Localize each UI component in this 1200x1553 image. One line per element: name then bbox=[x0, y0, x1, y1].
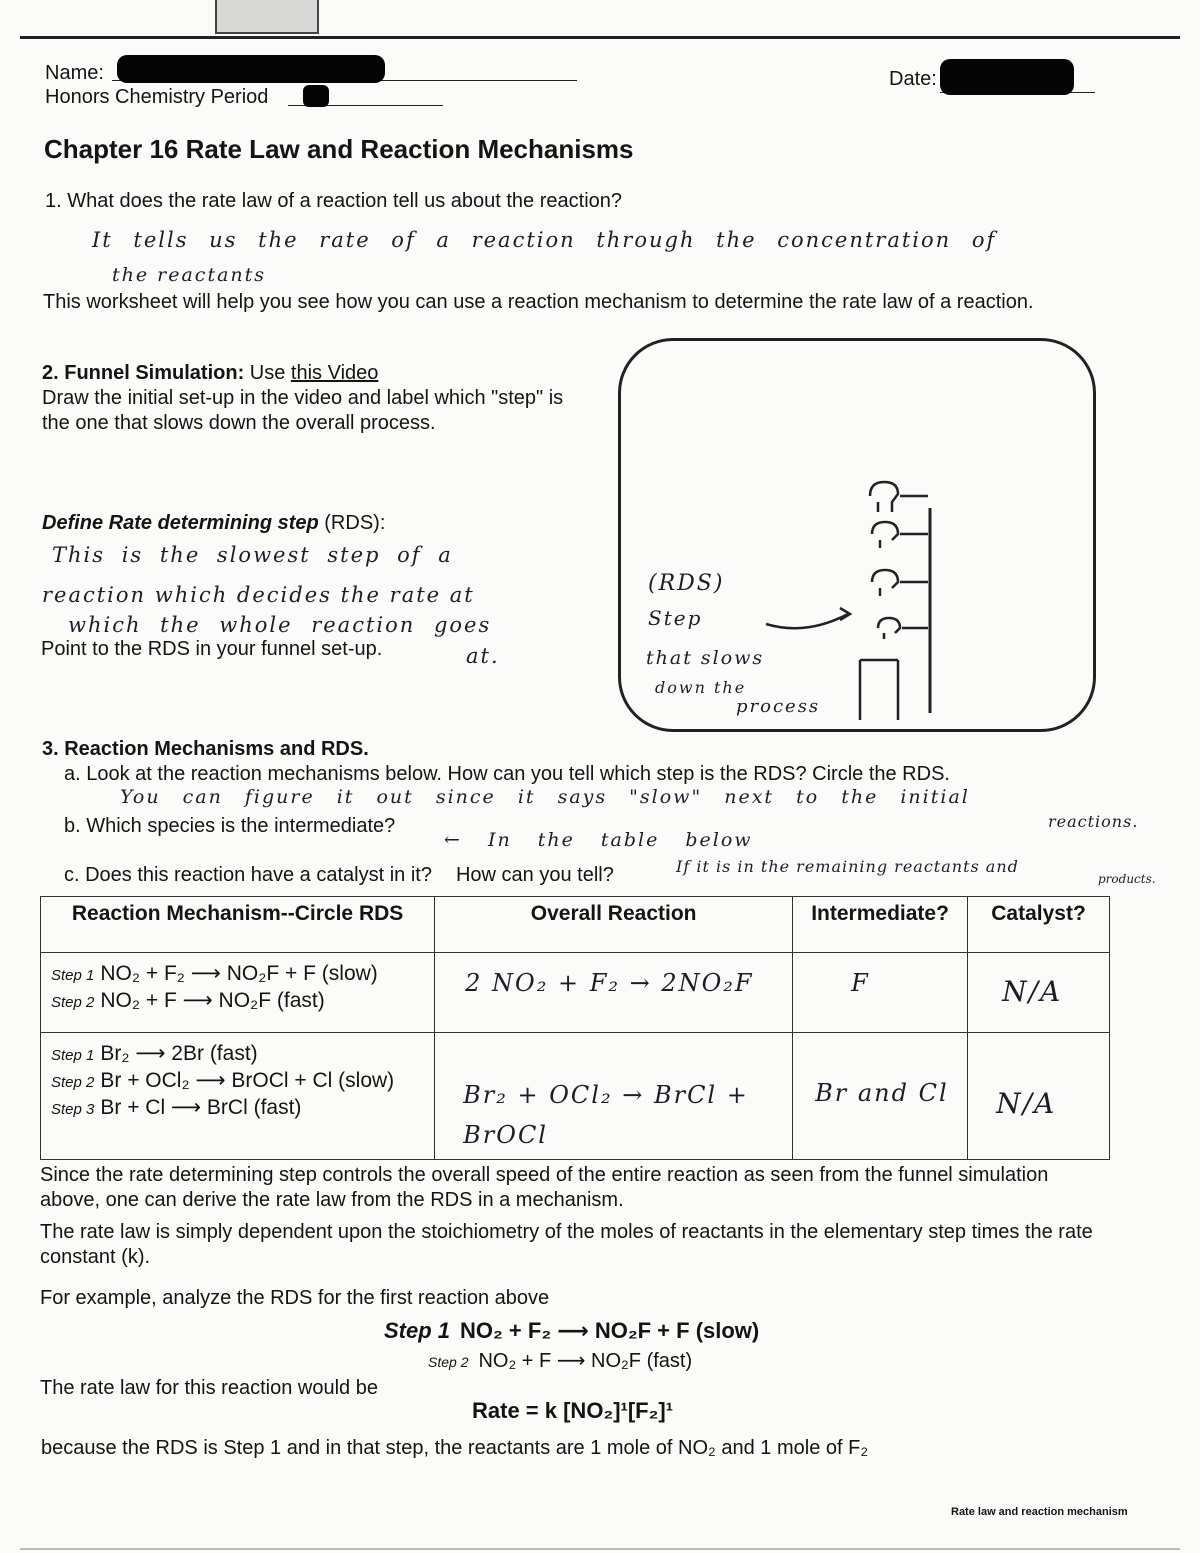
q2-heading: 2. Funnel Simulation: Use this Video bbox=[42, 362, 379, 384]
rds-answer-line2: reaction which decides the rate at bbox=[42, 583, 475, 607]
conclusion-p2: The rate law is simply dependent upon the stoichiometry of the moles of reactants in the elementary step times the rate constant (k). bbox=[40, 1221, 1093, 1268]
table-header: Catalyst? bbox=[968, 897, 1110, 953]
intermediate-cell: Br and Cl bbox=[793, 1033, 968, 1160]
catalyst-cell: N/A bbox=[968, 953, 1110, 1033]
q2-instruction: Draw the initial set-up in the video and label which "step" is the one that slows down the overall process. bbox=[42, 387, 564, 434]
conclusion-p3: For example, analyze the RDS for the first reaction above bbox=[40, 1287, 550, 1309]
drawing-label-slows: that slows bbox=[646, 647, 765, 669]
rds-answer-line1: This is the slowest step of a bbox=[52, 543, 453, 567]
overall-reaction-cell: 2 NO₂ + F₂ → 2NO₂F bbox=[435, 953, 793, 1033]
q3b-answer: ← In the table below bbox=[444, 829, 753, 851]
conclusion-p5: because the RDS is Step 1 and in that step, the reactants are 1 mole of NO₂ and 1 mole of F₂ bbox=[41, 1437, 869, 1459]
period-label: Honors Chemistry Period bbox=[45, 86, 269, 108]
bottom-edge-line bbox=[20, 1548, 1180, 1550]
q1-question: 1. What does the rate law of a reaction tell us about the reaction? bbox=[45, 190, 623, 212]
mechanism-cell: Step 1 Br₂ ⟶ 2Br (fast) Step 2 Br + OCl₂ ⟶ BrOCl + Cl (slow) Step 3 Br + Cl ⟶ BrCl (fast) bbox=[41, 1033, 435, 1160]
mechanism-cell: Step 1 NO₂ + F₂ ⟶ NO₂F + F (slow) Step 2 NO₂ + F ⟶ NO₂F (fast) bbox=[41, 953, 435, 1033]
drawing-label-step: Step bbox=[648, 606, 703, 630]
drawing-label-process: process bbox=[736, 696, 821, 717]
table-row bbox=[41, 953, 1110, 1033]
q3a-answer: You can figure it out since it says "slow" next to the initial bbox=[120, 786, 970, 808]
q3a-answer-2: reactions. bbox=[1048, 812, 1139, 831]
video-link[interactable]: this Video bbox=[290, 362, 379, 384]
page-title: Chapter 16 Rate Law and Reaction Mechanisms bbox=[44, 134, 634, 164]
footer-note: Rate law and reaction mechanism bbox=[951, 1506, 1128, 1518]
q1-answer-line1: It tells us the rate of a reaction through the concentration of bbox=[92, 228, 997, 252]
drawing-label-rds: (RDS) bbox=[648, 571, 725, 596]
q3c-answer-2: products. bbox=[1098, 872, 1156, 886]
table-header-row bbox=[41, 897, 1110, 953]
overall-reaction-cell: Br₂ + OCl₂ → BrCl + BrOCl bbox=[435, 1033, 793, 1160]
conclusion-p1: Since the rate determining step controls the overall speed of the entire reaction as seen from the funnel simulation above, one can derive the rate law from the RDS in a mechanism. bbox=[40, 1164, 1049, 1211]
q3c-answer: If it is in the remaining reactants and bbox=[676, 857, 1019, 876]
name-redaction bbox=[117, 55, 385, 83]
rate-law: Rate = k [NO₂]¹[F₂]¹ bbox=[472, 1398, 674, 1423]
table-row bbox=[41, 1033, 1110, 1160]
top-edge-strip bbox=[0, 0, 1200, 42]
example-step1: Step 1 NO₂ + F₂ ⟶ NO₂F + F (slow) bbox=[384, 1318, 760, 1343]
rds-answer-line4: at. bbox=[466, 644, 500, 668]
date-redaction bbox=[940, 59, 1074, 95]
define-rds-label: Define Rate determining step (RDS): bbox=[42, 512, 386, 534]
intro-text: This worksheet will help you see how you can use a reaction mechanism to determine the rate law of a reaction. bbox=[43, 291, 1034, 313]
q3c-question: c. Does this reaction have a catalyst in it? How can you tell? bbox=[64, 864, 614, 886]
example-step2: Step 2 NO₂ + F ⟶ NO₂F (fast) bbox=[428, 1350, 693, 1372]
drawing-label-down: down the bbox=[655, 678, 747, 697]
catalyst-cell: N/A bbox=[968, 1033, 1110, 1160]
rds-answer-line3: which the whole reaction goes bbox=[68, 613, 492, 637]
period-redaction bbox=[303, 85, 329, 107]
conclusion-p4: The rate law for this reaction would be bbox=[40, 1377, 378, 1399]
funnel-drawing-box bbox=[618, 338, 1096, 732]
date-label: Date: bbox=[889, 68, 937, 90]
q1-answer-line2: the reactants bbox=[112, 264, 267, 286]
table-header: Intermediate? bbox=[793, 897, 968, 953]
table-header: Overall Reaction bbox=[435, 897, 793, 953]
q3a-question: a. Look at the reaction mechanisms below. How can you tell which step is the RDS? Circle the RDS. bbox=[64, 763, 950, 785]
q3b-question: b. Which species is the intermediate? bbox=[64, 815, 396, 837]
intermediate-cell: F bbox=[793, 953, 968, 1033]
rds-point-instruction: Point to the RDS in your funnel set-up. bbox=[41, 638, 383, 660]
mechanism-table bbox=[40, 896, 1110, 1160]
table-header: Reaction Mechanism--Circle RDS bbox=[41, 897, 435, 953]
name-label: Name: bbox=[45, 62, 104, 84]
q3-heading: 3. Reaction Mechanisms and RDS. bbox=[42, 738, 369, 760]
